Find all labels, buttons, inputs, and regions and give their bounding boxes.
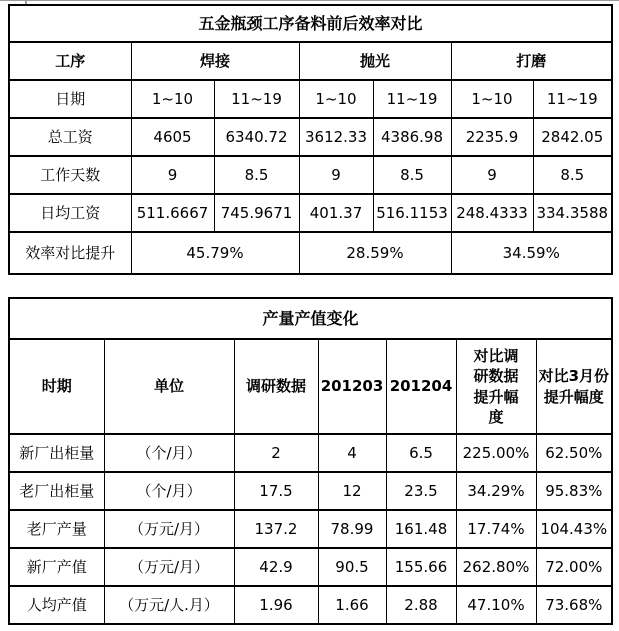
table2-unit-cell: （万元/人.月） bbox=[104, 586, 234, 624]
table-row bbox=[9, 194, 612, 232]
table2-cell: 4 bbox=[318, 434, 386, 472]
table2-row-label: 新厂出柜量 bbox=[9, 434, 104, 472]
table2-cell: 47.10% bbox=[456, 586, 536, 624]
table2-cell: 42.9 bbox=[234, 548, 318, 586]
table2-cell: 161.48 bbox=[386, 510, 456, 548]
table2-cell: 155.66 bbox=[386, 548, 456, 586]
output-value-change-table bbox=[8, 297, 613, 625]
table1-cell: 745.9671 bbox=[214, 194, 299, 232]
table2-header-vs-march: 对比3月份提升幅度 bbox=[536, 339, 612, 434]
table-row bbox=[9, 434, 612, 472]
table1-cell: 248.4333 bbox=[451, 194, 533, 232]
table1-row-label: 工作天数 bbox=[9, 156, 131, 194]
table2-row-label: 新厂产值 bbox=[9, 548, 104, 586]
table1-row-label: 效率对比提升 bbox=[9, 232, 131, 274]
table2-cell: 90.5 bbox=[318, 548, 386, 586]
table2-cell: 73.68% bbox=[536, 586, 612, 624]
table2-cell: 262.80% bbox=[456, 548, 536, 586]
table1-row-label: 日期 bbox=[9, 80, 131, 118]
table1-row-label: 日均工资 bbox=[9, 194, 131, 232]
table1-cell: 516.1153 bbox=[373, 194, 451, 232]
table2-cell: 1.96 bbox=[234, 586, 318, 624]
table2-row-label: 老厂出柜量 bbox=[9, 472, 104, 510]
table2-header-survey: 调研数据 bbox=[234, 339, 318, 434]
table1-cell: 8.5 bbox=[214, 156, 299, 194]
table1-efficiency-cell: 45.79% bbox=[131, 232, 299, 274]
table1-process-header: 打磨 bbox=[451, 42, 612, 80]
table2-cell: 6.5 bbox=[386, 434, 456, 472]
table1-process-header: 焊接 bbox=[131, 42, 299, 80]
table1-efficiency-cell: 28.59% bbox=[299, 232, 451, 274]
table1-cell: 11~19 bbox=[373, 80, 451, 118]
table-row bbox=[9, 80, 612, 118]
table1-corner-header: 工序 bbox=[9, 42, 131, 80]
table-row bbox=[9, 472, 612, 510]
table1-process-header: 抛光 bbox=[299, 42, 451, 80]
table-row bbox=[9, 118, 612, 156]
table2-cell: 23.5 bbox=[386, 472, 456, 510]
table1-title: 五金瓶颈工序备料前后效率对比 bbox=[9, 5, 612, 42]
table1-cell: 334.3588 bbox=[533, 194, 612, 232]
table-row bbox=[9, 232, 612, 274]
top-gray-rule bbox=[0, 0, 619, 1]
table2-unit-cell: （万元/月） bbox=[104, 510, 234, 548]
table2-cell: 1.66 bbox=[318, 586, 386, 624]
table1-cell: 11~19 bbox=[214, 80, 299, 118]
table2-cell: 78.99 bbox=[318, 510, 386, 548]
table-row bbox=[9, 586, 612, 624]
table2-cell: 17.74% bbox=[456, 510, 536, 548]
table2-unit-cell: （个/月） bbox=[104, 434, 234, 472]
table1-cell: 401.37 bbox=[299, 194, 373, 232]
table2-cell: 12 bbox=[318, 472, 386, 510]
table1-cell: 6340.72 bbox=[214, 118, 299, 156]
table1-cell: 1~10 bbox=[131, 80, 214, 118]
table2-header-period: 时期 bbox=[9, 339, 104, 434]
table2-cell: 2.88 bbox=[386, 586, 456, 624]
table1-cell: 3612.33 bbox=[299, 118, 373, 156]
table2-title: 产量产值变化 bbox=[9, 298, 612, 339]
table1-efficiency-cell: 34.59% bbox=[451, 232, 612, 274]
table1-row-label: 总工资 bbox=[9, 118, 131, 156]
table1-cell: 1~10 bbox=[299, 80, 373, 118]
table1-cell: 9 bbox=[299, 156, 373, 194]
table2-header-201204: 201204 bbox=[386, 339, 456, 434]
table2-cell: 72.00% bbox=[536, 548, 612, 586]
table1-cell: 9 bbox=[451, 156, 533, 194]
table2-header-201203: 201203 bbox=[318, 339, 386, 434]
table2-cell: 225.00% bbox=[456, 434, 536, 472]
table1-cell: 8.5 bbox=[373, 156, 451, 194]
table1-cell: 2235.9 bbox=[451, 118, 533, 156]
table2-cell: 34.29% bbox=[456, 472, 536, 510]
table1-cell: 11~19 bbox=[533, 80, 612, 118]
table2-cell: 104.43% bbox=[536, 510, 612, 548]
table1-cell: 4386.98 bbox=[373, 118, 451, 156]
table2-row-label: 人均产值 bbox=[9, 586, 104, 624]
efficiency-comparison-table bbox=[8, 4, 613, 275]
table2-unit-cell: （个/月） bbox=[104, 472, 234, 510]
table-row bbox=[9, 510, 612, 548]
table2-header-unit: 单位 bbox=[104, 339, 234, 434]
table1-cell: 1~10 bbox=[451, 80, 533, 118]
table2-unit-cell: （万元/月） bbox=[104, 548, 234, 586]
table2-cell: 62.50% bbox=[536, 434, 612, 472]
table1-cell: 511.6667 bbox=[131, 194, 214, 232]
table2-cell: 17.5 bbox=[234, 472, 318, 510]
table2-cell: 2 bbox=[234, 434, 318, 472]
table2-header-vs-survey: 对比调研数据提升幅度 bbox=[456, 339, 536, 434]
table1-cell: 9 bbox=[131, 156, 214, 194]
table1-cell: 4605 bbox=[131, 118, 214, 156]
table1-cell: 8.5 bbox=[533, 156, 612, 194]
table2-row-label: 老厂产量 bbox=[9, 510, 104, 548]
table1-cell: 2842.05 bbox=[533, 118, 612, 156]
table-row bbox=[9, 548, 612, 586]
table2-cell: 137.2 bbox=[234, 510, 318, 548]
table-row bbox=[9, 156, 612, 194]
table2-cell: 95.83% bbox=[536, 472, 612, 510]
